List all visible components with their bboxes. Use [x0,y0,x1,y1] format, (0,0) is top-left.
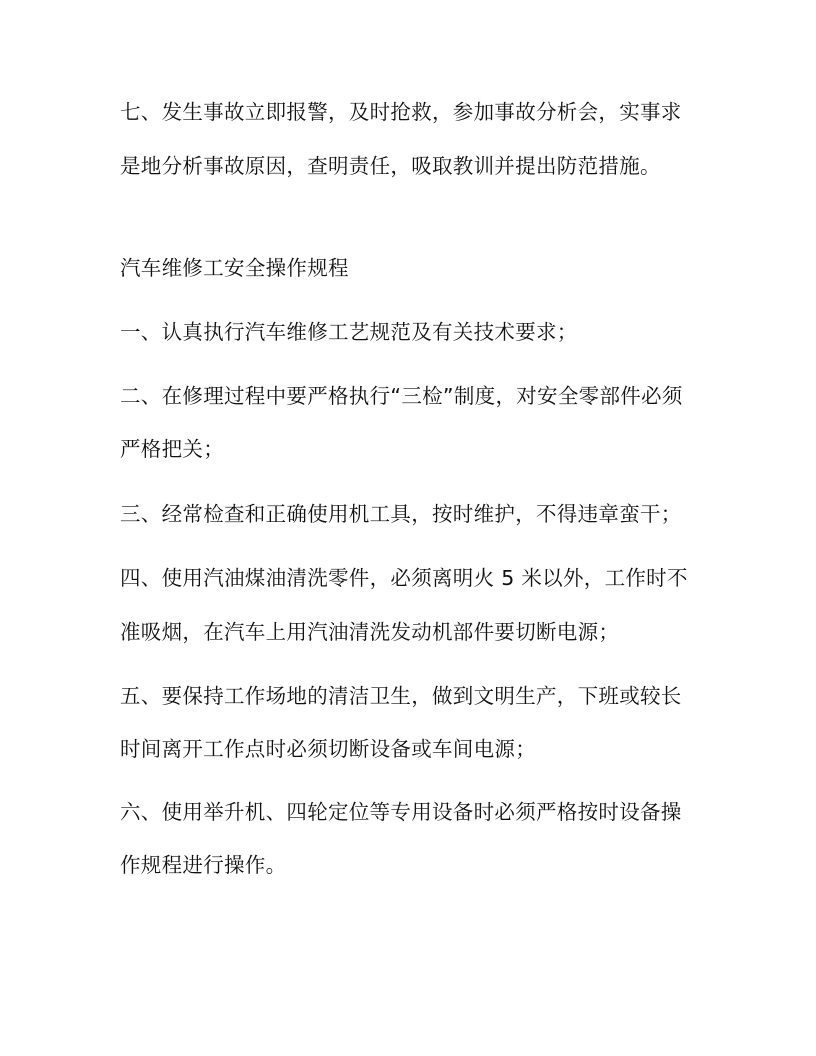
rule-6-line-2: 作规程进行操作。 [120,853,287,877]
rule-3-line-1: 三、经常检查和正确使用机工具，按时维护，不得违章蛮干； [120,502,682,526]
rule-2-line-1: 二、在修理过程中要严格执行“三检”制度，对安全零部件必须 [120,384,683,408]
rule-4-line-2: 准吸烟，在汽车上用汽油清洗发动机部件要切断电源； [120,620,620,644]
rule-1-line-1: 一、认真执行汽车维修工艺规范及有关技术要求； [120,320,578,344]
paragraph-7-line-1: 七、发生事故立即报警，及时抢救，参加事故分析会，实事求 [120,100,682,124]
rule-4-line-1: 四、使用汽油煤油清洗零件，必须离明火 5 米以外，工作时不 [120,566,688,590]
rule-6-line-1: 六、使用举升机、四轮定位等专用设备时必须严格按时设备操 [120,800,682,824]
rule-5-line-2: 时间离开工作点时必须切断设备或车间电源； [120,737,536,761]
paragraph-7-line-2: 是地分析事故原因，查明责任，吸取教训并提出防范措施。 [120,154,661,178]
rule-5-line-1: 五、要保持工作场地的清洁卫生，做到文明生产，下班或较长 [120,684,682,708]
section-title: 汽车维修工安全操作规程 [120,256,349,280]
rule-2-line-2: 严格把关； [120,437,224,461]
